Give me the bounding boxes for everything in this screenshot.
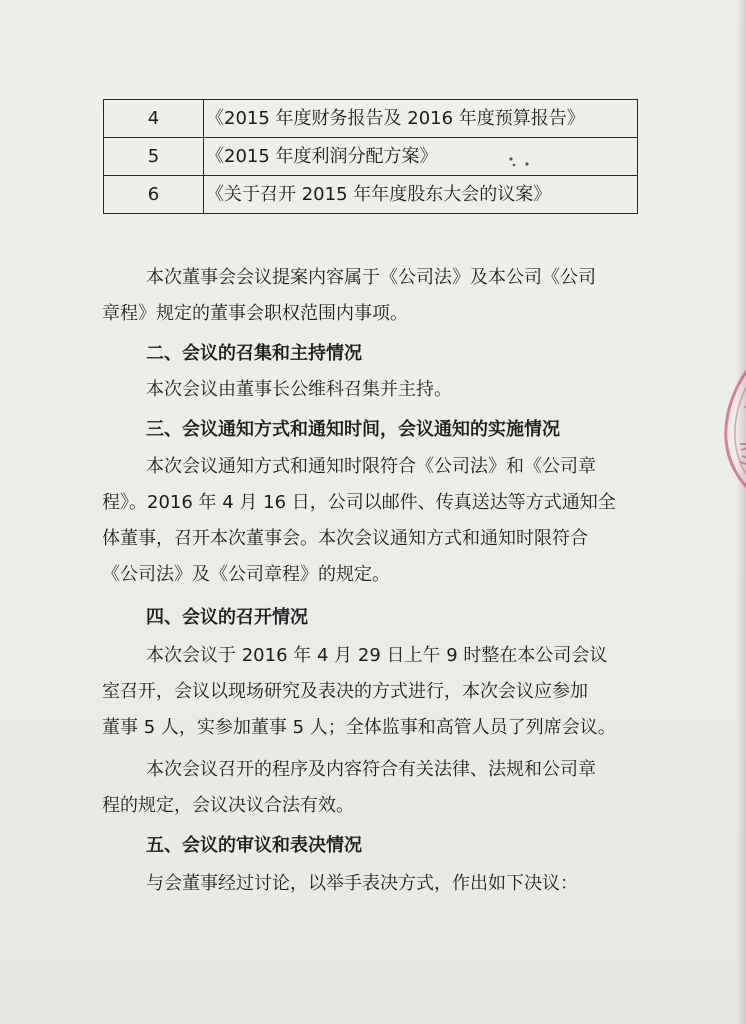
paragraph-line: 本次会议召开的程序及内容符合有关法律、法规和公司章 — [146, 759, 596, 780]
section-heading-convening: 二、会议的召集和主持情况 — [146, 343, 362, 364]
agenda-table — [103, 99, 638, 214]
paragraph-line: 本次会议于 2016 年 4 月 29 日上午 9 时整在本公司会议 — [146, 645, 608, 666]
paragraph-line: 室召开，会议以现场研究及表决的方式进行，本次会议应参加 — [102, 681, 588, 702]
section-heading-voting: 五、会议的审议和表决情况 — [146, 835, 362, 856]
section-heading-notice: 三、会议通知方式和通知时间，会议通知的实施情况 — [146, 419, 560, 440]
paragraph-line: 体董事，召开本次董事会。本次会议通知方式和通知时限符合 — [102, 528, 588, 549]
table-row — [104, 176, 638, 214]
paragraph-line: 本次董事会会议提案内容属于《公司法》及本公司《公司 — [146, 267, 596, 288]
row-title: 《2015 年度财务报告及 2016 年度预算报告》 — [204, 100, 638, 138]
paragraph-notice — [102, 449, 642, 593]
section-heading-meeting: 四、会议的召开情况 — [146, 607, 308, 628]
row-number: 6 — [104, 176, 204, 214]
paragraph-legality — [102, 752, 642, 824]
row-title: 《关于召开 2015 年年度股东大会的议案》 — [204, 176, 638, 214]
paragraph-line: 程》。2016 年 4 月 16 日，公司以邮件、传真送达等方式通知全 — [102, 492, 616, 513]
paragraph-convening: 本次会议由董事长公维科召集并主持。 — [146, 379, 452, 400]
paragraph-line: 本次会议通知方式和通知时限符合《公司法》和《公司章 — [146, 456, 596, 477]
table-row — [104, 138, 638, 176]
company-seal-stamp — [710, 352, 746, 502]
paragraph-voting: 与会董事经过讨论，以举手表决方式，作出如下决议： — [146, 873, 578, 894]
paragraph-line: 《公司法》及《公司章程》的规定。 — [102, 564, 390, 585]
row-number: 5 — [104, 138, 204, 176]
row-title: 《2015 年度利润分配方案》 — [204, 138, 638, 176]
page-edge-shadow — [736, 0, 746, 1024]
paragraph-line: 董事 5 人，实参加董事 5 人；全体监事和高管人员了列席会议。 — [102, 717, 616, 738]
paragraph-meeting — [102, 638, 642, 746]
paragraph-scope — [102, 260, 642, 332]
row-number: 4 — [104, 100, 204, 138]
paragraph-line: 程的规定，会议决议合法有效。 — [102, 795, 354, 816]
scan-speck-marks — [505, 151, 535, 171]
paragraph-line: 章程》规定的董事会职权范围内事项。 — [102, 303, 408, 324]
table-row — [104, 100, 638, 138]
